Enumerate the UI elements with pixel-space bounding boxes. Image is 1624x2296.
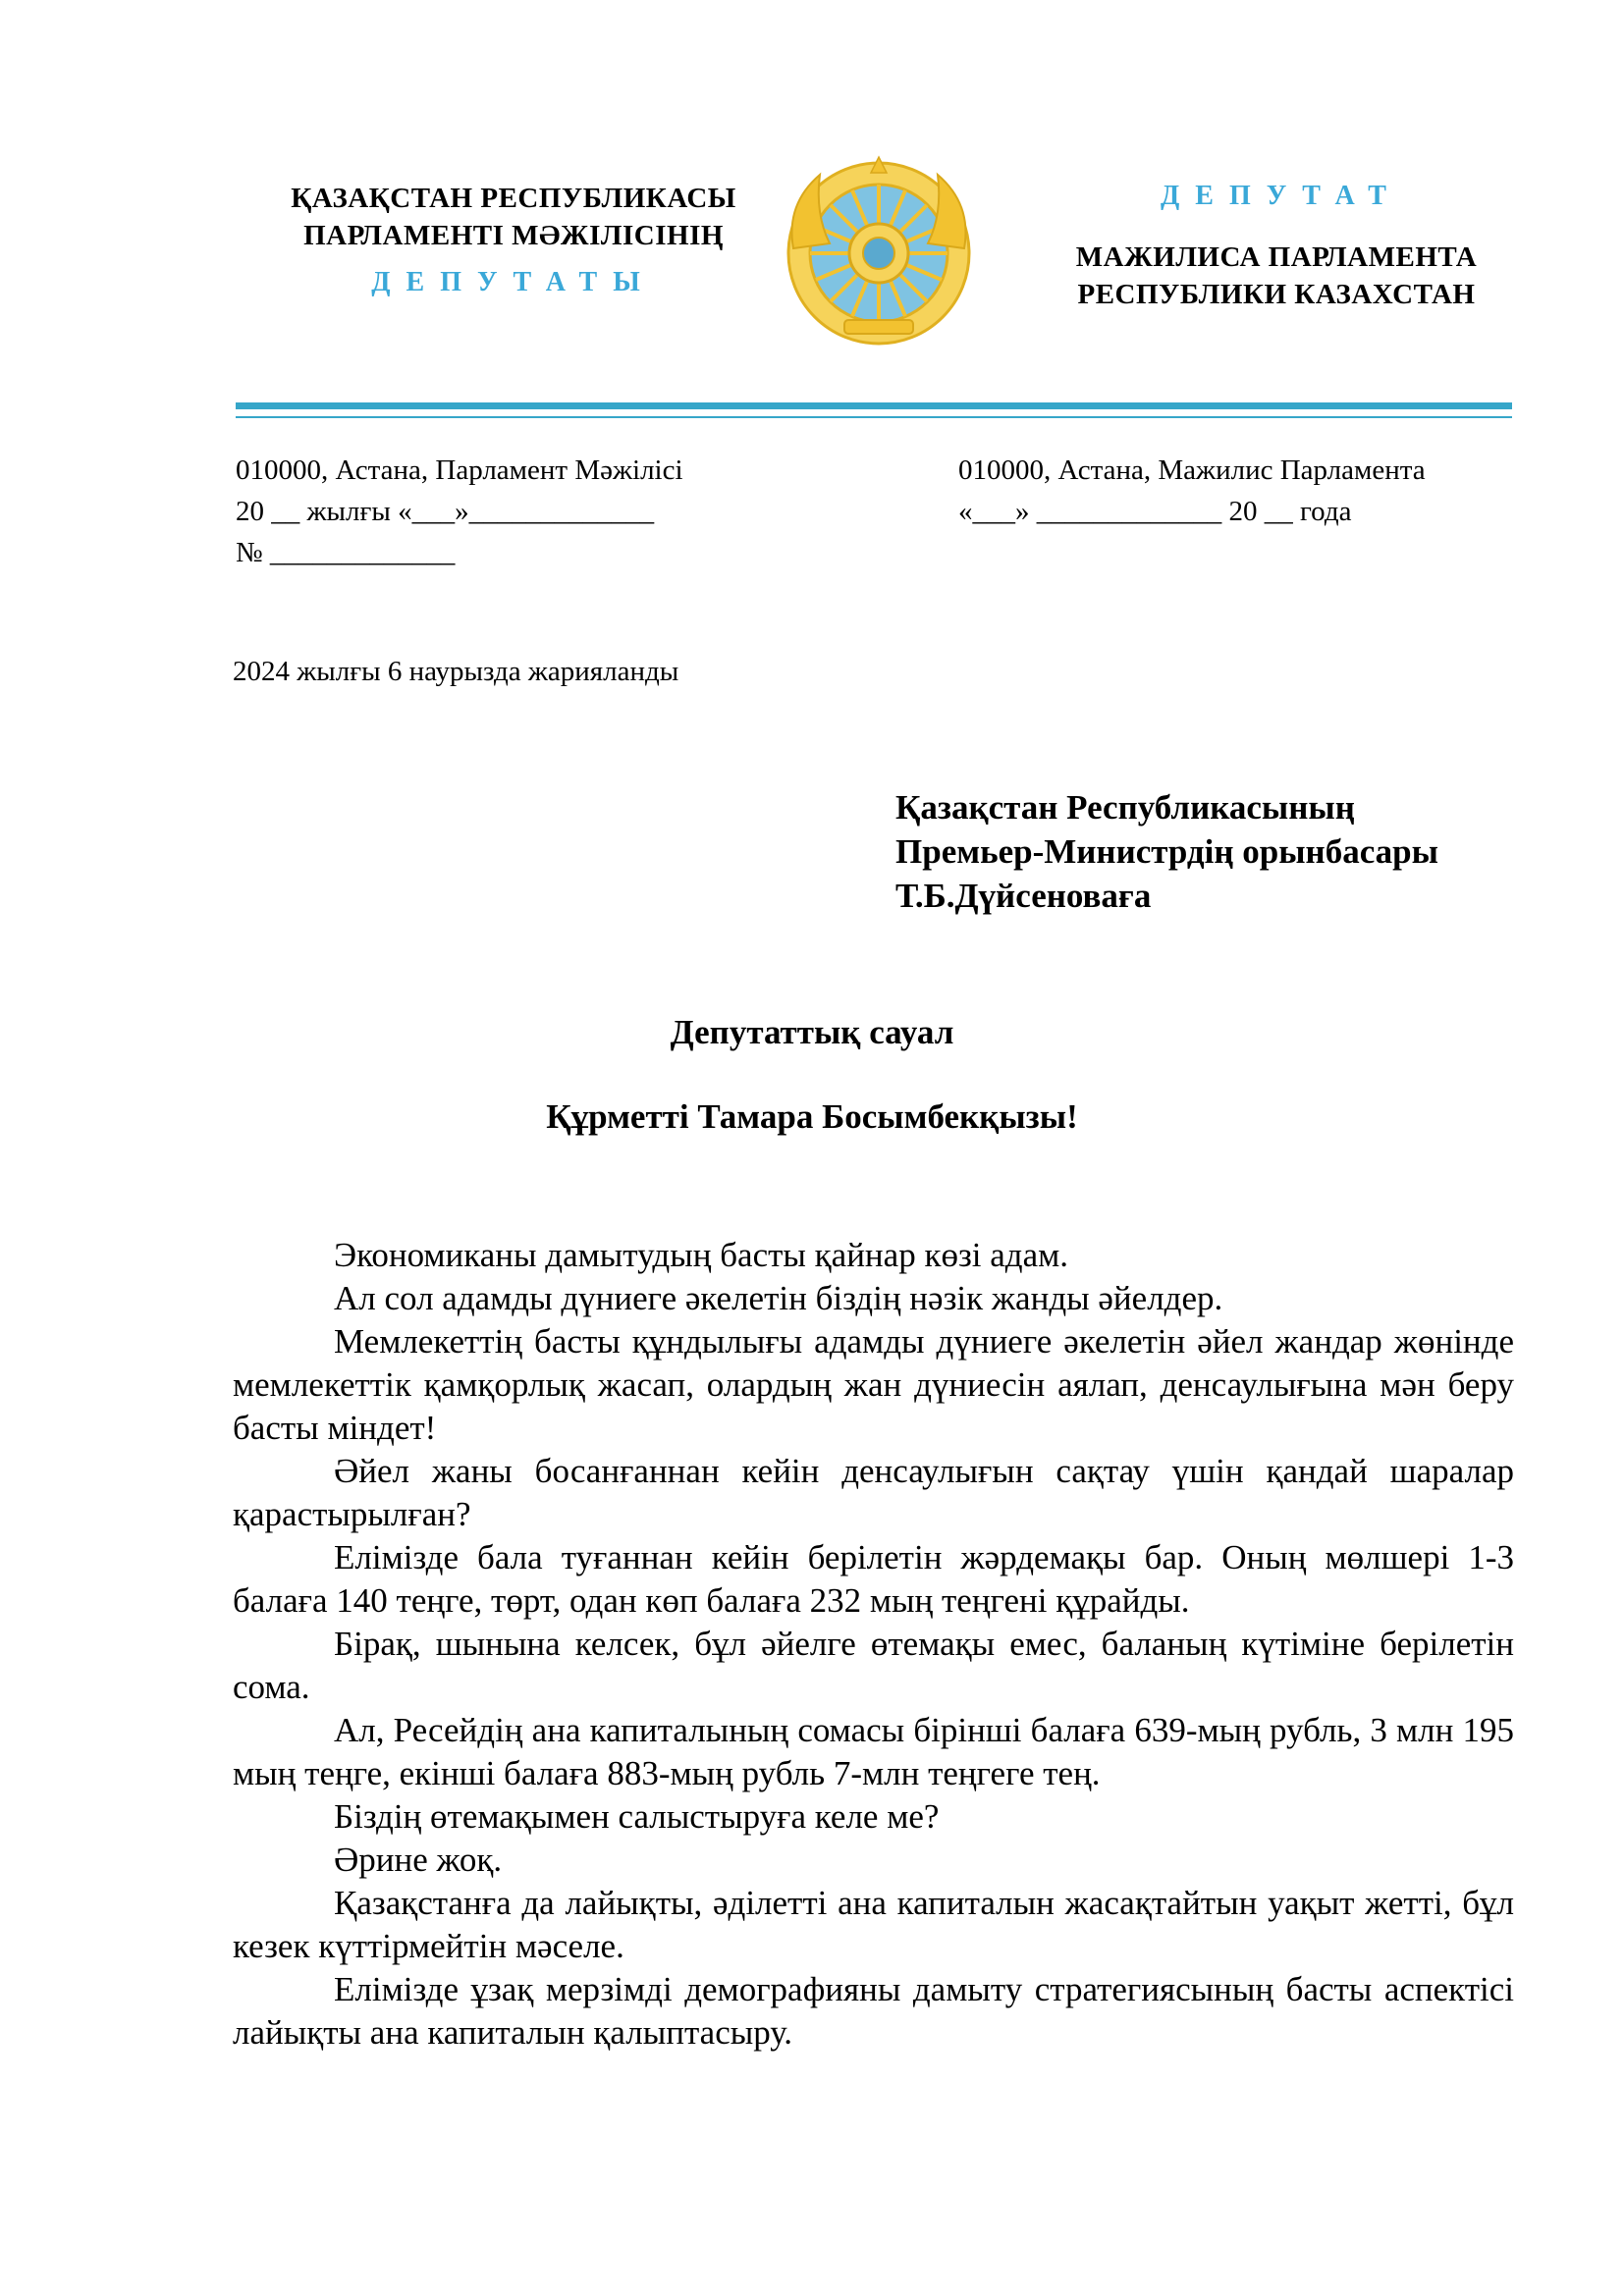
body-paragraph: Бірақ, шынына келсек, бұл әйелге өтемақы емес, баланың күтіміне берілетін сома. bbox=[233, 1625, 1514, 1706]
address-ru bbox=[958, 450, 1426, 532]
letterhead-kz-title: ДЕПУТАТЫ bbox=[371, 267, 656, 297]
body-paragraph: Әрине жоқ. bbox=[334, 1841, 503, 1879]
salutation: Құрметті Тамара Босымбекқызы! bbox=[546, 1097, 1078, 1136]
address-ru-line1: 010000, Астана, Мажилис Парламента bbox=[958, 454, 1426, 486]
addressee-line3: Т.Б.Дүйсеноваға bbox=[895, 877, 1152, 915]
addressee-line2: Премьер-Министрдің орынбасары bbox=[895, 832, 1438, 871]
address-kz bbox=[236, 450, 683, 573]
document-body bbox=[233, 1234, 1514, 2055]
address-kz-date-line: 20 __ жылғы «___»_____________ bbox=[236, 496, 655, 527]
letterhead-ru-line1: МАЖИЛИСА ПАРЛАМЕНТА bbox=[1075, 241, 1478, 273]
letterhead-ru-title: ДЕПУТАТ bbox=[1161, 181, 1402, 211]
letterhead-ru-line2: РЕСПУБЛИКИ КАЗАХСТАН bbox=[1077, 279, 1476, 310]
body-paragraph: Қазақстанға да лайықты, әділетті ана капиталын жасақтайтын уақыт жетті, бұл кезек күттірмейтін мәселе. bbox=[233, 1884, 1514, 1965]
body-paragraph: Әйел жаны босанғаннан кейін денсаулығын сақтау үшін қандай шаралар қарастырылған? bbox=[233, 1452, 1514, 1533]
body-paragraph: Елімізде бала туғаннан кейін берілетін жәрдемақы бар. Оның мөлшері 1-3 балаға 140 теңге, төрт, одан көп балаға 232 мың теңгені құрайды. bbox=[233, 1538, 1514, 1620]
address-ru-date-line: «___» _____________ 20 __ года bbox=[958, 496, 1352, 527]
published-date: 2024 жылғы 6 наурызда жарияланды bbox=[233, 656, 679, 687]
letterhead-divider-thick bbox=[236, 402, 1512, 409]
body-paragraph: Біздің өтемақымен салыстыруға келе ме? bbox=[334, 1797, 940, 1836]
document-heading: Депутаттық сауал bbox=[670, 1013, 954, 1051]
letterhead-ru-name bbox=[1026, 239, 1527, 313]
body-paragraph: Ал, Ресейдің ана капиталының сомасы бірінші балаға 639-мың рубль, 3 млн 195 мың теңге, екінші балаға 883-мың рубль 7-млн теңгеге тең. bbox=[233, 1711, 1514, 1792]
address-kz-line1: 010000, Астана, Парламент Мәжілісі bbox=[236, 454, 683, 486]
letterhead-kz-line2: ПАРЛАМЕНТІ МӘЖІЛІСІНІҢ bbox=[303, 220, 724, 251]
addressee-line1: Қазақстан Республикасының bbox=[895, 788, 1355, 827]
address-kz-number-line: № _____________ bbox=[236, 537, 456, 568]
letterhead-divider-thin bbox=[236, 416, 1512, 418]
body-paragraph: Экономиканы дамытудың басты қайнар көзі адам. bbox=[334, 1236, 1069, 1274]
letterhead-kz-line1: ҚАЗАҚСТАН РЕСПУБЛИКАСЫ bbox=[291, 183, 736, 214]
letterhead-kz-name bbox=[263, 180, 764, 254]
body-paragraph: Елімізде ұзақ мерзімді демографияны дамыту стратегиясының басты аспектісі лайықты ана капиталын қалыптасыру. bbox=[233, 1970, 1514, 2052]
kazakhstan-state-emblem-icon bbox=[776, 155, 982, 351]
body-paragraph: Ал сол адамды дүниеге әкелетін біздің нәзік жанды әйелдер. bbox=[334, 1279, 1223, 1317]
body-paragraph: Мемлекеттің басты құндылығы адамды дүниеге әкелетін әйел жандар жөнінде мемлекеттік қамқорлық жасап, олардың жан дүниесін аялап, денсаулығына мән беру басты міндет! bbox=[233, 1322, 1514, 1447]
addressee-block bbox=[895, 785, 1438, 918]
